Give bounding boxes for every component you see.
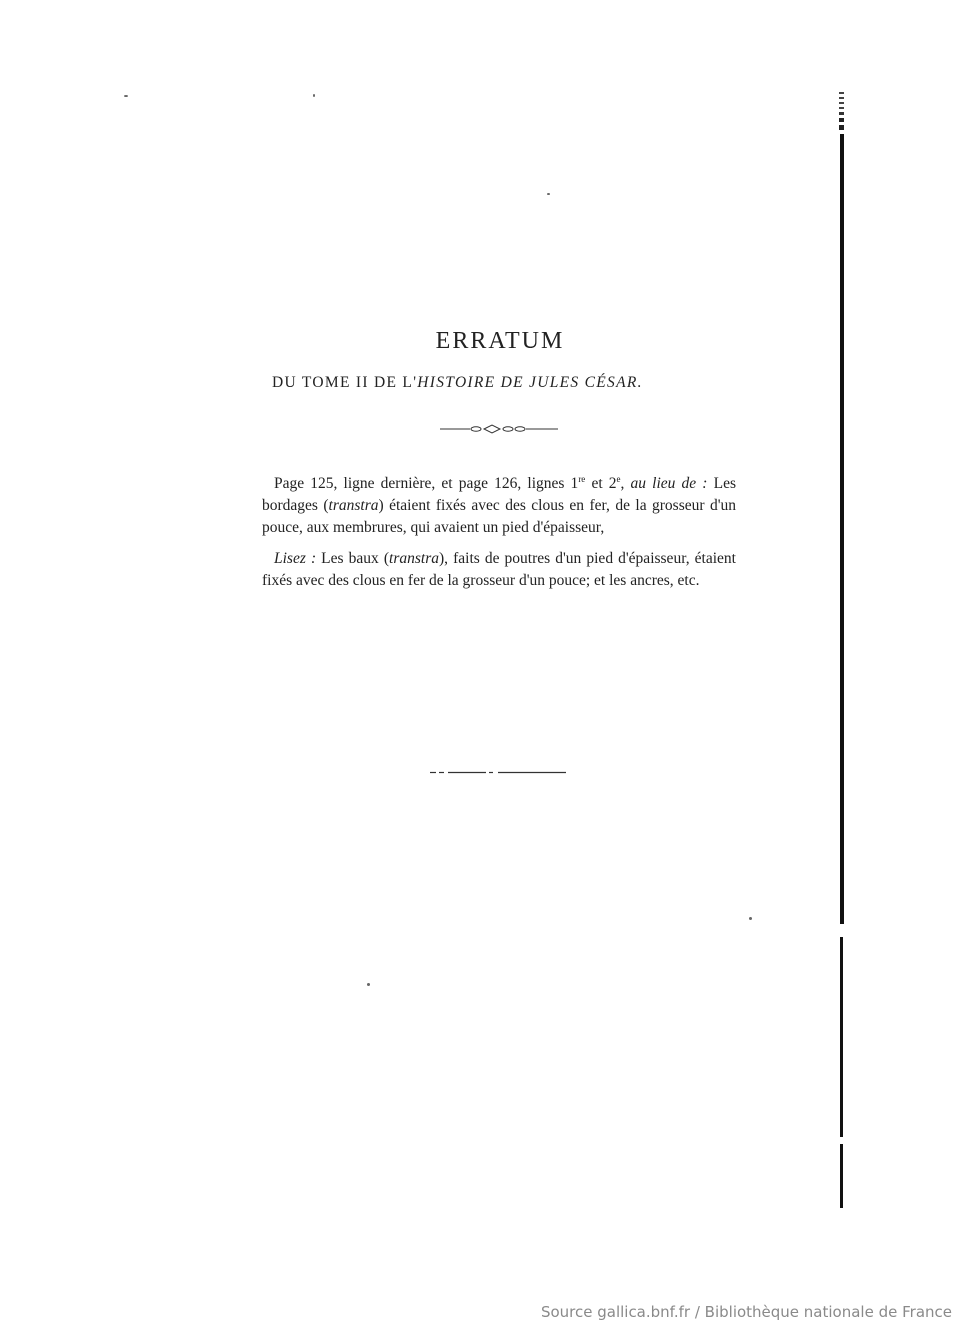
page-title: ERRATUM	[435, 328, 565, 354]
paragraph-text: ), faits de poutres d'un pied d'épaisseur, étaient fixés avec des clous en fer de la grosseur d'un pouce; et les ancres, etc.	[262, 550, 736, 589]
paragraph-text: ,	[620, 475, 625, 492]
superscript: e	[616, 473, 621, 484]
subtitle-italic: HISTOIRE DE JULES CÉSAR.	[417, 374, 643, 391]
scan-speck	[749, 917, 752, 920]
scan-speck	[124, 95, 128, 97]
paragraph-text: Les bordages (	[262, 475, 736, 514]
erratum-paragraph-original	[262, 473, 736, 539]
scan-speck	[547, 193, 550, 195]
superscript: re	[578, 473, 586, 484]
scan-speck	[367, 983, 370, 986]
subtitle-prefix: DU TOME II DE L'	[272, 374, 418, 391]
italic-lead: Lisez :	[274, 550, 317, 567]
paragraph-text: Les baux (	[316, 550, 390, 567]
erratum-body	[262, 473, 736, 601]
erratum-paragraph-correction	[262, 548, 736, 592]
italic-term: transtra	[389, 550, 439, 567]
page-subtitle	[272, 374, 732, 392]
scan-speck	[313, 94, 315, 97]
source-footer: Source gallica.bnf.fr / Bibliothèque nationale de France	[540, 1303, 952, 1321]
binding-edge-shadow	[838, 92, 846, 1208]
ornament-divider-icon	[440, 422, 558, 436]
paragraph-text: Page 125, ligne dernière, et page 126, lignes 1	[274, 475, 579, 492]
bottom-rule-divider	[430, 771, 566, 774]
paragraph-text: et 2	[585, 475, 617, 492]
paragraph-text: ) étaient fixés avec des clous en fer, de la grosseur d'un pouce, aux membrures, qui avaient un pied d'épaisseur,	[262, 497, 736, 536]
italic-lead: au lieu de :	[630, 475, 708, 492]
italic-term: transtra	[328, 497, 379, 514]
